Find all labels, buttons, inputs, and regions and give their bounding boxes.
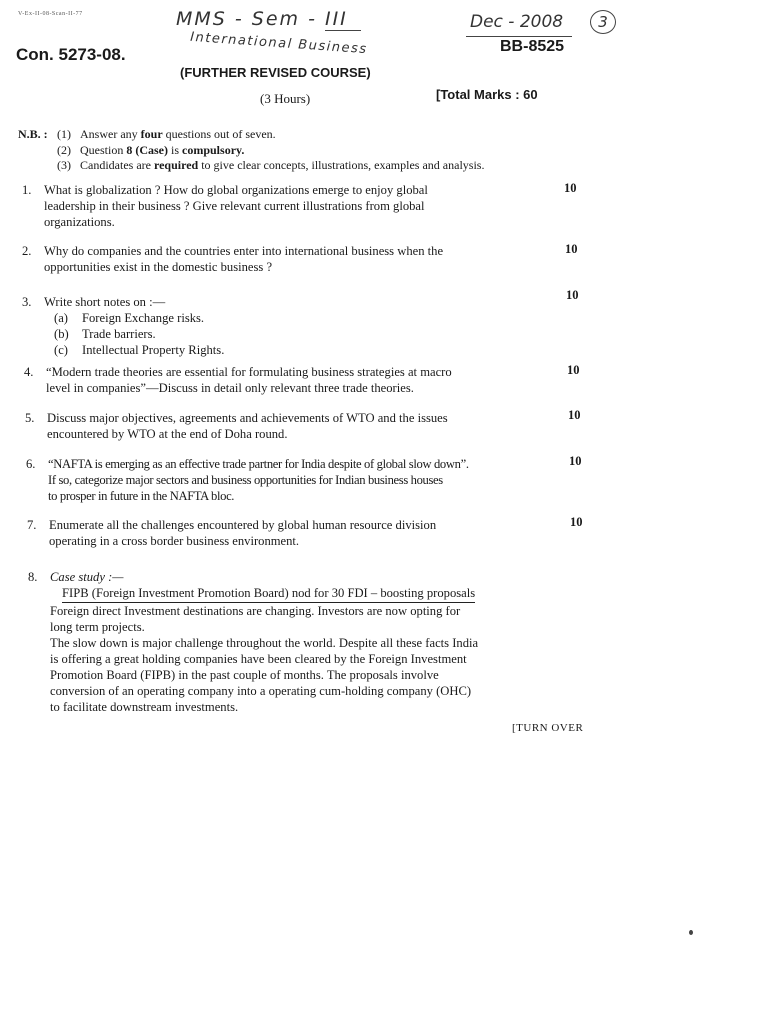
nb-item-number: (3)	[57, 158, 71, 172]
question-line: “Modern trade theories are essential for formulating business strategies at macro	[46, 365, 452, 379]
sub-item-text: Intellectual Property Rights.	[82, 343, 225, 357]
question-marks: 10	[569, 454, 582, 468]
question-line: Write short notes on :—	[44, 295, 166, 309]
question-number: 8.	[28, 570, 38, 584]
question-line: Discuss major objectives, agreements and achievements of WTO and the issues	[47, 411, 448, 425]
nb-item-bold: 8 (Case)	[126, 143, 168, 157]
question-2	[22, 243, 582, 279]
question-marks: 10	[567, 363, 580, 377]
question-7	[27, 517, 587, 553]
sub-item-letter: (a)	[54, 311, 68, 325]
nb-item-text: Question	[80, 143, 127, 157]
nb-label: N.B. :	[18, 127, 48, 141]
question-marks: 10	[566, 288, 579, 302]
sub-item	[54, 310, 224, 326]
case-label: Case study :—	[50, 570, 124, 584]
sub-item-letter: (c)	[54, 343, 68, 357]
nb-item-text: to give clear concepts, illustrations, examples and analysis.	[198, 158, 485, 172]
handwritten-circle-mark: 3	[590, 10, 616, 34]
question-line: What is globalization ? How do global organizations emerge to enjoy global	[44, 183, 428, 197]
question-3	[22, 294, 582, 360]
nb-item-1	[57, 127, 276, 141]
question-line: “NAFTA is emerging as an effective trade partner for India despite of global slow down”.	[48, 457, 469, 471]
nb-item-text: is	[168, 143, 183, 157]
case-line: long term projects.	[50, 620, 145, 634]
sub-item-text: Trade barriers.	[82, 327, 156, 341]
case-line: is offering a great holding companies have been cleared by the Foreign Investment	[50, 652, 467, 666]
question-line: operating in a cross border business environment.	[49, 534, 300, 548]
question-number: 4.	[24, 365, 34, 379]
scan-speck	[689, 930, 693, 935]
question-marks: 10	[568, 408, 581, 422]
case-line: to facilitate downstream investments.	[50, 700, 239, 714]
nb-item-number: (1)	[57, 127, 71, 141]
nb-item-2	[57, 143, 244, 157]
question-number: 5.	[25, 411, 35, 425]
question-number: 6.	[26, 457, 36, 471]
nb-item-text: questions out of seven.	[162, 127, 276, 141]
handwritten-date-underline	[466, 36, 572, 37]
case-line: Foreign direct Investment destinations are changing. Investors are now opting for	[50, 604, 461, 618]
case-title: FIPB (Foreign Investment Promotion Board) nod for 30 FDI – boosting proposals	[62, 585, 475, 603]
nb-item-number: (2)	[57, 143, 71, 157]
question-text	[44, 243, 443, 275]
turn-over: [TURN OVER	[512, 722, 584, 734]
question-number: 7.	[27, 518, 37, 532]
question-line: If so, categorize major sectors and business opportunities for Indian business houses	[48, 473, 443, 487]
case-line: Promotion Board (FIPB) in the past couple of months. The proposals involve	[50, 668, 439, 682]
question-line: Enumerate all the challenges encountered by global human resource division	[49, 518, 437, 532]
question-text	[49, 517, 436, 549]
question-number: 1.	[22, 183, 32, 197]
total-marks: [Total Marks : 60	[436, 87, 538, 102]
scan-code: V-Ex-II-08-Scan-II-77	[18, 11, 83, 17]
case-text	[50, 569, 478, 715]
question-number: 3.	[22, 295, 32, 309]
question-text	[48, 456, 469, 504]
paper-code: BB-8525	[500, 38, 565, 55]
question-number: 2.	[22, 244, 32, 258]
nb-item-bold: required	[153, 158, 199, 172]
question-line: organizations.	[44, 215, 115, 229]
question-1	[22, 182, 582, 234]
question-line: encountered by WTO at the end of Doha round.	[47, 427, 288, 441]
question-text	[47, 410, 448, 442]
nb-item-3	[57, 158, 484, 172]
question-6	[26, 456, 586, 508]
question-line: opportunities exist in the domestic business ?	[44, 260, 273, 274]
question-4	[24, 364, 584, 400]
question-line: Why do companies and the countries enter into international business when the	[44, 244, 444, 258]
sub-item-text: Foreign Exchange risks.	[82, 311, 205, 325]
question-line: to prosper in future in the NAFTA bloc.	[48, 489, 235, 503]
question-marks: 10	[564, 181, 577, 195]
question-line: level in companies”—Discuss in detail only relevant three trade theories.	[46, 381, 414, 395]
con-number: Con. 5273-08.	[16, 45, 126, 64]
nb-item-bold: compulsory.	[182, 143, 245, 157]
case-line: conversion of an operating company into a operating cum-holding company (OHC)	[50, 684, 472, 698]
question-8-case	[28, 569, 598, 714]
course-note: (FURTHER REVISED COURSE)	[180, 65, 371, 80]
question-text	[44, 294, 224, 358]
question-text	[44, 182, 428, 230]
case-line: The slow down is major challenge throughout the world. Despite all these facts India	[50, 636, 479, 650]
handwritten-subject: International Business	[189, 29, 368, 58]
nb-item-bold: four	[140, 127, 163, 141]
question-5	[25, 410, 585, 446]
handwritten-date: Dec - 2008	[470, 12, 564, 32]
sub-item-letter: (b)	[54, 327, 69, 341]
handwritten-course: MMS - Sem - III	[176, 8, 348, 30]
question-text	[46, 364, 452, 396]
nb-item-text: Candidates are	[80, 158, 154, 172]
nb-item-text: Answer any	[80, 127, 141, 141]
handwritten-underline	[325, 30, 361, 31]
question-marks: 10	[565, 242, 578, 256]
question-marks: 10	[570, 515, 583, 529]
sub-item	[54, 326, 224, 342]
question-line: leadership in their business ? Give relevant current illustrations from global	[44, 199, 425, 213]
sub-item	[54, 342, 224, 358]
duration: (3 Hours)	[260, 91, 311, 106]
